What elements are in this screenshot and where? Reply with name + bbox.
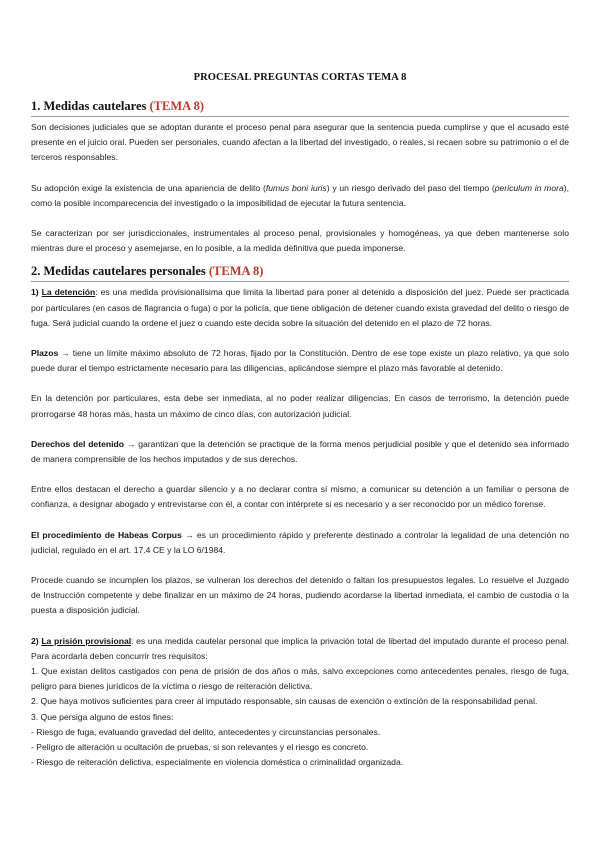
text-run: : es una medida provisionalísima que limita la libertad para poner al detenido a disposición del juez. Puede ser practicada por particulares (en casos de flagrancia o fuga) o por la policía, que tiene obligación de detener cuando exista gravedad del delito o riesgo de fuga. Será judicial cuando la ordene el juez o cuando este decida sobre la situación del detenido en el plazo de 72 horas. — [31, 287, 569, 328]
section-heading-text: 2. Medidas cautelares personales — [31, 264, 206, 279]
text-run: → tiene un límite máximo absoluto de 72 horas, fijado por la Constitución. Dentro de ese tope existe un plazo relativo, ya que solo puede durar el tiempo estrictamente necesario para las diligencias, aplicándose siempre el plazo más favorable al detenido. — [31, 348, 569, 374]
document-title: PROCESAL PREGUNTAS CORTAS TEMA 8 — [193, 72, 407, 83]
key-term: Plazos — [31, 348, 59, 359]
key-term: Derechos del detenido — [31, 438, 124, 449]
paragraph: Procede cuando se incumplen los plazos, se vulneran los derechos del detenido o faltan los presupuestos legales. Lo resuelve el Juzgado de Instrucción competente y debe finalizar en un máximo de 24 horas, pudiendo acordarse la libertad inmediata, el cambio de custodia o la puesta a disposición judicial. — [31, 575, 569, 616]
paragraph: Se caracterizan por ser jurisdiccionales, instrumentales al proceso penal, provisionales y homogéneas, ya que deben mantenerse solo mientras dure el proceso y asemejarse, en lo posible, a la medida definitiva que pueda imponerse. — [31, 228, 569, 254]
section-divider — [31, 281, 569, 282]
text-run: → garantizan que la detención se practique de la forma menos perjudicial posible y que el detenido sea informado de manera comprensible de los hechos imputados y de sus derechos. — [31, 438, 569, 465]
paragraph: En la detención por particulares, esta debe ser inmediata, al no poder realizar diligencias. En casos de terrorismo, la detención puede prorrogarse 48 horas más, hasta un máximo de cinco días, con autorización judicial. — [31, 393, 569, 419]
list-item: 1. Que existan delitos castigados con pena de prisión de dos años o más, salvo excepciones como antecedentes penales, riesgo de fuga, peligro para bienes jurídicos de la víctima o riesgo de reiteración delictiva. — [31, 666, 569, 692]
item-number: 1) — [31, 287, 39, 298]
paragraph — [31, 181, 569, 211]
key-term: El procedimiento de Habeas Corpus — [31, 529, 182, 540]
list-item: - Riesgo de fuga, evaluando gravedad del delito, antecedentes y circunstancias personales. — [31, 726, 381, 737]
latin-term: periculum in mora — [494, 182, 564, 193]
key-term: La prisión provisional — [41, 635, 132, 646]
text-run: → es un procedimiento rápido y preferente destinado a controlar la legalidad de una detención no judicial, regulado en el art. 17.4 CE y la LO 6/1984. — [31, 529, 570, 555]
key-term: La detención — [41, 287, 96, 298]
section-tag: (TEMA 8) — [208, 264, 264, 279]
paragraph-prision — [31, 634, 569, 664]
section-heading-text: 1. Medidas cautelares — [31, 99, 147, 113]
list-item: 2. Que haya motivos suficientes para creer al imputado responsable, sin causas de exención o extinción de la responsabilidad penal. — [31, 696, 538, 707]
section-heading-medidas-cautelares — [31, 99, 569, 114]
document-body — [31, 99, 569, 771]
list-item: - Riesgo de reiteración delictiva, especialmente en violencia doméstica o criminalidad organizada. — [31, 757, 404, 768]
text-run: : es una medida cautelar personal que implica la privación total de libertad del imputado durante el proceso penal. Para acordarla deben concurrir tres requisitos: — [31, 635, 570, 661]
text-run: ) y un riesgo derivado del paso del tiempo ( — [326, 182, 495, 193]
paragraph-habeas-corpus — [31, 528, 569, 558]
paragraph-plazos — [31, 346, 569, 376]
paragraph: Entre ellos destacan el derecho a guardar silencio y a no declarar contra sí mismo, a comunicar su detención a un familiar o persona de confianza, a designar abogado y entrevistarse con él, a contar con intérprete si es necesario y a ser reconocido por un médico forense. — [31, 484, 569, 510]
section-divider — [31, 116, 569, 117]
list-item: - Peligro de alteración u ocultación de pruebas, si son relevantes y el riesgo es concreto. — [31, 742, 369, 753]
text-run: Su adopción exige la existencia de una apariencia de delito ( — [31, 182, 266, 193]
section-heading-medidas-personales — [31, 264, 569, 279]
paragraph: Son decisiones judiciales que se adoptan durante el proceso penal para asegurar que la sentencia pueda cumplirse y que el acusado esté presente en el juicio oral. Pueden ser personales, cuando afectan a la libertad del investigado, o reales, si recaen sobre su patrimonio o el de terceros responsables. — [31, 122, 569, 163]
item-number: 2) — [31, 635, 39, 646]
text-run: ), como la posible incomparecencia del investigado o la imposibilidad de ejecutar la futura sentencia. — [31, 182, 570, 208]
paragraph-derechos — [31, 437, 569, 467]
section-tag: (TEMA 8) — [149, 99, 205, 113]
latin-term: fumus boni iuris — [265, 182, 327, 193]
paragraph-detencion — [31, 285, 569, 331]
list-item: 3. Que persiga alguno de estos fines: — [31, 711, 174, 722]
